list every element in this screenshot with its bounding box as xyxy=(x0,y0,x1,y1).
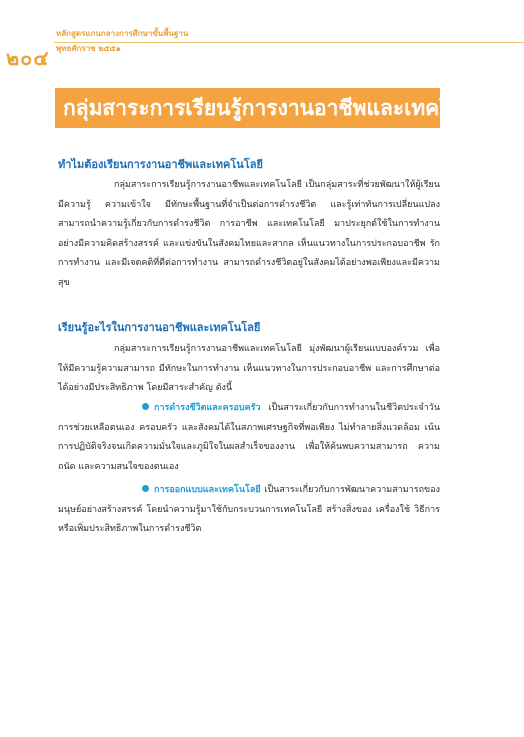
bullet-item-design-technology xyxy=(58,481,440,540)
section-heading-what: เรียนรู้อะไรในการงานอาชีพและเทคโนโลยี xyxy=(58,321,261,334)
document-year: พุทธศักราช ๒๕๕๑ xyxy=(56,44,121,53)
bullet-item-living-family xyxy=(58,399,440,477)
bullet-text: เป็นสาระเกี่ยวกับการทำงานในชีวิตประจำวัน การช่วยเหลือตนเอง ครอบครัว และสังคมได้ในสภาพเศรษฐกิจที่พอเพียง ไม่ทำลายสิ่งแวดล้อม เน้นการปฏิบัติจริงจนเกิดความมั่นใจและภูมิใจในผลสำเร็จของงาน เพื่อให้ค้นพบความสามารถ ความถนัด และความสนใจของตนเอง xyxy=(58,403,440,472)
paragraph-why-text: กลุ่มสาระการเรียนรู้การงานอาชีพและเทคโนโลยี เป็นกลุ่มสาระที่ช่วยพัฒนาให้ผู้เรียน มีความรู้ ความเข้าใจ มีทักษะพื้นฐานที่จำเป็นต่อการดำรงชีวิต และรู้เท่าทันการเปลี่ยนแปลง สามารถนำความรู้เกี่ยวกับการดำรงชีวิต การอาชีพ และเทคโนโลยี มาประยุกต์ใช้ในการทำงานอย่างมีความคิดสร้างสรรค์ และแข่งขันในสังคมไทยและสากล เห็นแนวทางในการประกอบอาชีพ รักการทำงาน และมีเจตคติที่ดีต่อการทำงาน สามารถดำรงชีวิตอยู่ในสังคมได้อย่างพอเพียงและมีความสุข xyxy=(58,180,440,288)
page-number: ๒๐๔ xyxy=(6,46,50,70)
bullet-text: เป็นสาระเกี่ยวกับการพัฒนาความสามารถของมนุษย์อย่างสร้างสรรค์ โดยนำความรู้มาใช้กับกระบวนการเทคโนโลยี สร้างสิ่งของ เครื่องใช้ วิธีการ หรือเพิ่มประสิทธิภาพในการดำรงชีวิต xyxy=(58,485,440,534)
bullet-dot-icon xyxy=(142,485,149,492)
bullet-term: การดำรงชีวิตและครอบครัว xyxy=(154,403,261,413)
paragraph-what-text: กลุ่มสาระการเรียนรู้การงานอาชีพและเทคโนโลยี มุ่งพัฒนาผู้เรียนแบบองค์รวม เพื่อให้มีความรู้ความสามารถ มีทักษะในการทำงาน เห็นแนวทางในการประกอบอาชีพ และการศึกษาต่อได้อย่างมีประสิทธิภาพ โดยมีสาระสำคัญ ดังนี้ xyxy=(58,344,440,393)
section-heading-why: ทำไมต้องเรียนการงานอาชีพและเทคโนโลยี xyxy=(58,158,263,171)
paragraph-what xyxy=(58,340,440,399)
bullet-dot-icon xyxy=(142,403,149,410)
bullet-term: การออกแบบและเทคโนโลยี xyxy=(154,485,261,495)
paragraph-why xyxy=(58,176,440,293)
page-title: กลุ่มสาระการเรียนรู้การงานอาชีพและเทคโนโลยี xyxy=(55,88,440,128)
document-series-title: หลักสูตรแกนกลางการศึกษาขั้นพื้นฐาน xyxy=(56,29,189,38)
header-divider xyxy=(54,42,524,43)
